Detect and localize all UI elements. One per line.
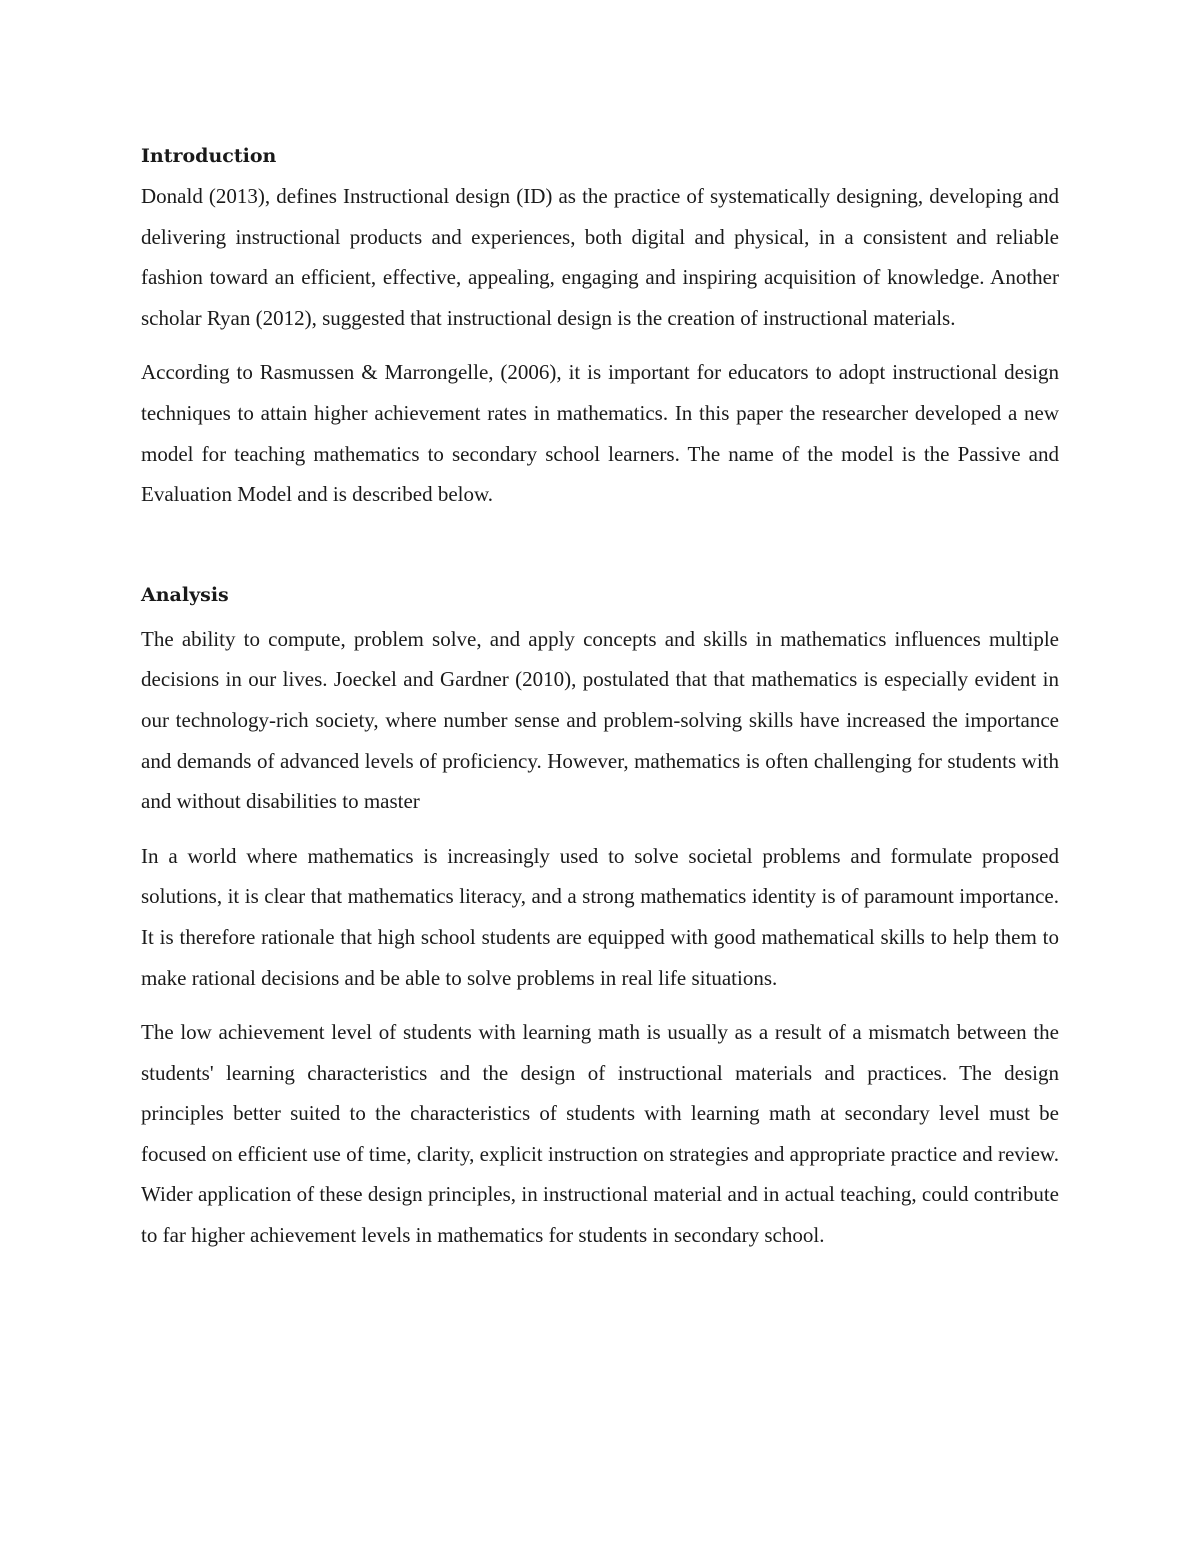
section-heading-introduction: Introduction <box>141 145 277 167</box>
paragraph: According to Rasmussen & Marrongelle, (2006), it is important for educators to adopt instructional design techniques to attain higher achievement rates in mathematics. In this paper the researcher developed a new model for teaching mathematics to secondary school learners. The name of the model is the Passive and Evaluation Model and is described below. <box>141 360 1059 507</box>
paragraph: Donald (2013), defines Instructional design (ID) as the practice of systematically designing, developing and delivering instructional products and experiences, both digital and physical, in a consistent and reliable fashion toward an efficient, effective, appealing, engaging and inspiring acquisition of knowledge. Another scholar Ryan (2012), suggested that instructional design is the creation of instructional materials. <box>141 184 1059 330</box>
paragraph: The ability to compute, problem solve, and apply concepts and skills in mathematics influences multiple decisions in our lives. Joeckel and Gardner (2010), postulated that that mathematics is especially evident in our technology-rich society, where number sense and problem-solving skills have increased the importance and demands of advanced levels of proficiency. However, mathematics is often challenging for students with and without disabilities to master <box>141 626 1059 814</box>
paragraph: The low achievement level of students with learning math is usually as a result of a mismatch between the students' learning characteristics and the design of instructional materials and practices. The design principles better suited to the characteristics of students with learning math at secondary level must be focused on efficient use of time, clarity, explicit instruction on strategies and appropriate practice and review. Wider application of these design principles, in instructional material and in actual teaching, could contribute to far higher achievement levels in mathematics for students in secondary school. <box>141 1020 1059 1248</box>
document-page <box>141 142 1059 1256</box>
paragraph: In a world where mathematics is increasingly used to solve societal problems and formulate proposed solutions, it is clear that mathematics literacy, and a strong mathematics identity is of paramount importance. It is therefore rationale that high school students are equipped with good mathematical skills to help them to make rational decisions and be able to solve problems in real life situations. <box>141 843 1059 990</box>
section-heading-analysis: Analysis <box>141 583 229 606</box>
